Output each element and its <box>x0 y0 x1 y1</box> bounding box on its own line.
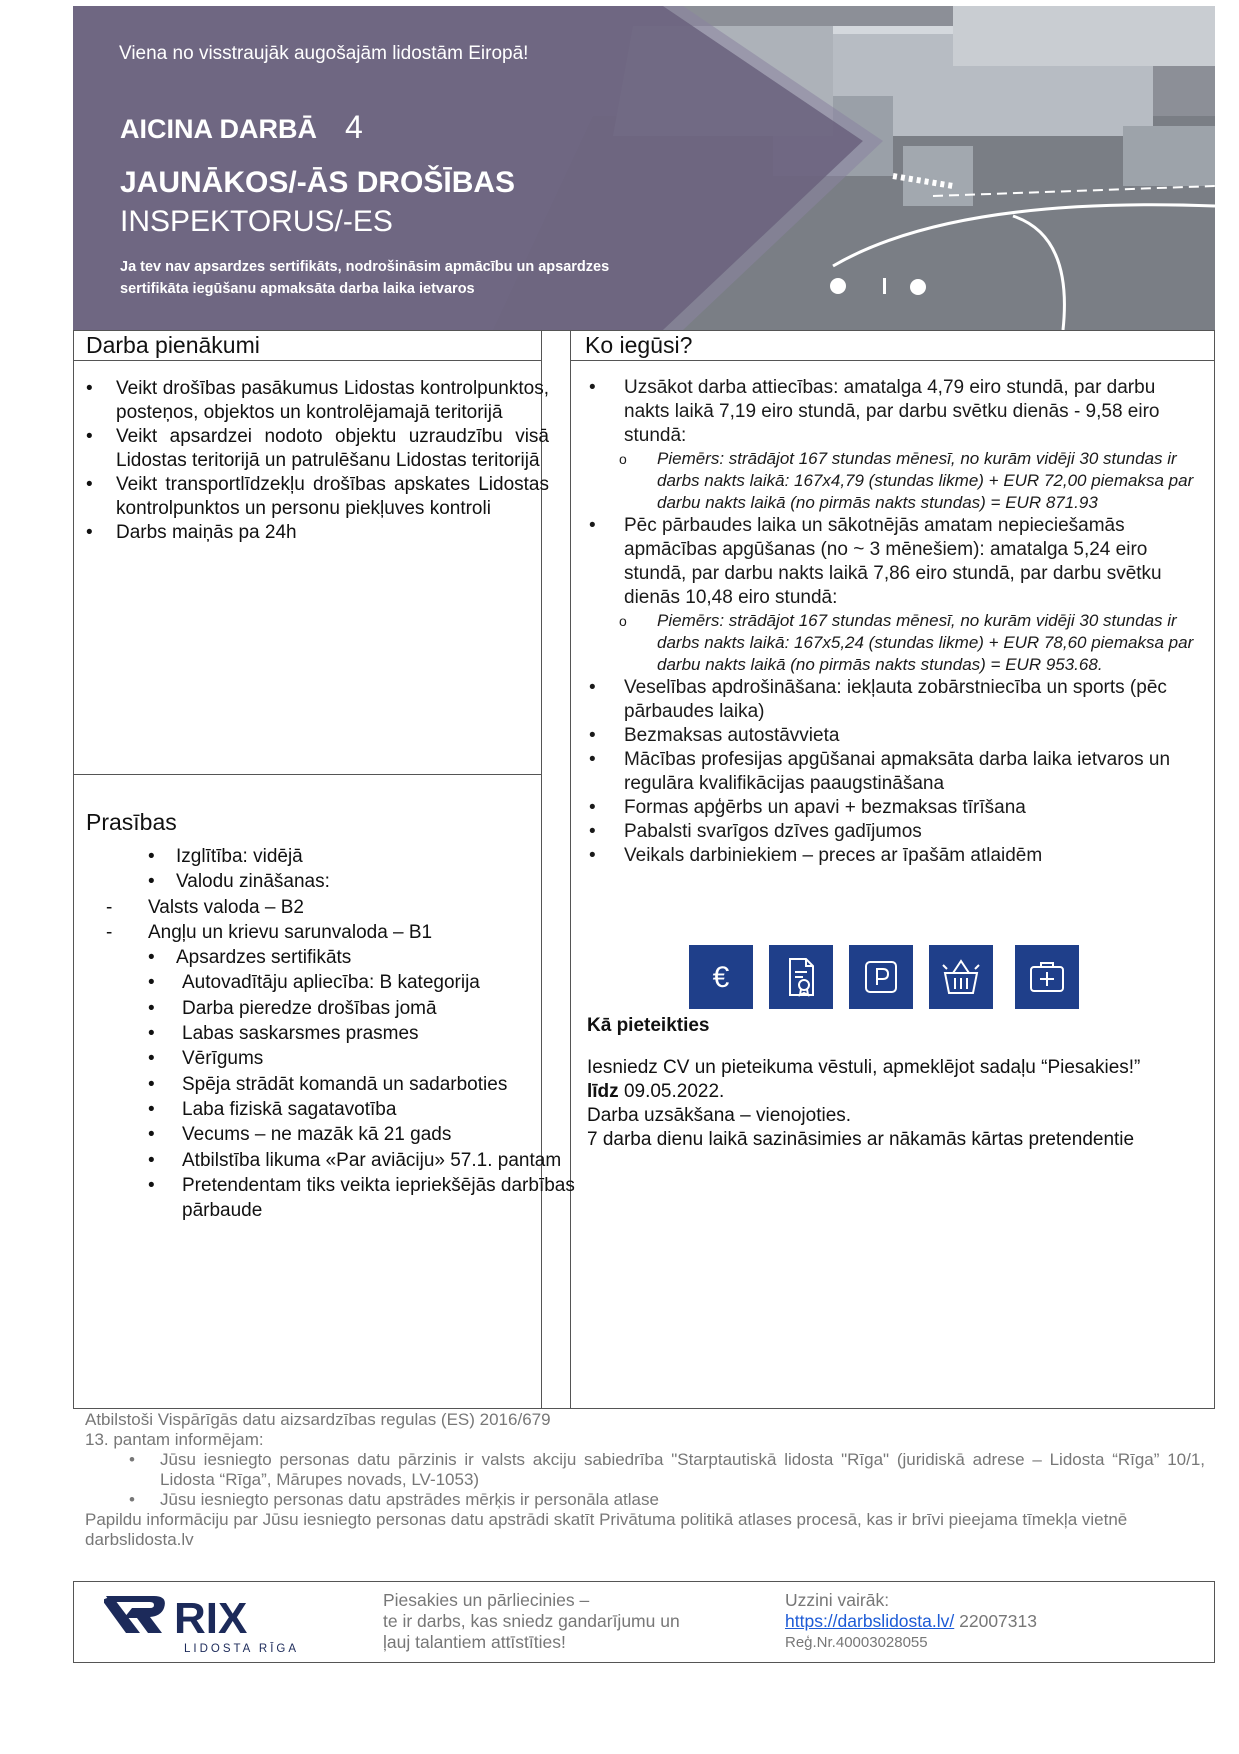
list-item: - Angļu un krievu sarunvaloda – B1 <box>106 920 588 945</box>
how-to-apply <box>587 1014 1147 1152</box>
parking-icon <box>849 945 913 1009</box>
hero-subtitle: Ja tev nav apsardzes sertifikāts, nodrošināsim apmācību un apsardzes sertifikāta iegūšanu apmaksāta darba laika ietvaros <box>120 259 610 297</box>
list-item: • Spēja strādāt komandā un sadarboties <box>148 1072 588 1097</box>
list-item: • Pabalsti svarīgos dzīves gadījumos <box>587 820 1197 844</box>
svg-text:LIDOSTA RĪGA: LIDOSTA RĪGA <box>184 1643 300 1655</box>
benefits-heading: Ko iegūsi? <box>585 332 693 358</box>
footer-slogan: Piesakies un pārliecinies – te ir darbs, kas sniedz gandarījumu un ļauj talantiem attīstīties! <box>383 1590 680 1652</box>
more-info-label: Uzzini vairāk: <box>785 1590 890 1610</box>
duties-list <box>64 377 549 545</box>
list-item: • Jūsu iesniegto personas datu pārzinis ir valsts akciju sabiedrība "Starptautiskā lidosta "Rīga" (juridiskā adrese – Lidosta “Rīga” 10/1, Lidosta “Rīga”, Mārupes novads, LV-1053) <box>85 1450 1205 1490</box>
requirements-list <box>148 844 588 1223</box>
list-item: - Valsts valoda – B2 <box>106 895 588 920</box>
list-item: • Pēc pārbaudes laika un sākotnējās amatam nepieciešamās apmācības apgūšanas (no ~ 3 mēnešiem): amatalga 5,24 eiro stundā, par darbu nakts laikā 7,86 eiro stundā, par darbu svētku dienās 10,48 eiro stundā: <box>587 514 1197 610</box>
list-item: • Vērīgums <box>148 1046 588 1071</box>
list-item: • Apsardzes sertifikāts <box>148 945 588 970</box>
list-item: • Darba pieredze drošības jomā <box>148 996 588 1021</box>
registration-number: Reģ.Nr.40003028055 <box>785 1634 928 1651</box>
svg-text:€: € <box>712 961 730 994</box>
gdpr-intro: 13. pantam informējam: <box>85 1430 264 1449</box>
deadline-date: 09.05.2022. <box>623 1081 725 1102</box>
phone-number: 22007313 <box>959 1611 1037 1631</box>
hero-banner <box>73 6 1215 330</box>
list-item: • Bezmaksas autostāvvieta <box>587 724 1197 748</box>
list-item: • Darbs maiņās pa 24h <box>64 521 549 545</box>
website-link[interactable]: https://darbslidosta.lv/ <box>785 1611 955 1631</box>
hero-tagline: Viena no visstraujāk augošajām lidostām Eiropā! <box>119 43 529 64</box>
medical-kit-icon <box>1015 945 1079 1009</box>
hero-title-line1: JAUNĀKOS/-ĀS DROŠĪBAS <box>120 166 516 199</box>
hero-call: AICINA DARBĀ 4 <box>120 109 363 145</box>
duties-heading: Darba pienākumi <box>86 332 260 358</box>
footer <box>73 1581 1215 1663</box>
list-item: • Labas saskarsmes prasmes <box>148 1021 588 1046</box>
shopping-basket-icon <box>929 945 993 1009</box>
rix-logo <box>104 1586 309 1656</box>
benefits-list <box>587 376 1197 868</box>
section-divider <box>74 774 541 775</box>
gdpr-intro: Atbilstoši Vispārīgās datu aizsardzības regulas (ES) 2016/679 <box>85 1410 551 1429</box>
list-item: • Autovadītāju apliecība: B kategorija <box>148 970 588 995</box>
apply-heading: Kā pieteikties <box>587 1015 710 1036</box>
euro-icon <box>689 945 753 1009</box>
list-item: • Pretendentam tiks veikta iepriekšējās darbības pārbaude <box>148 1173 588 1224</box>
list-item: • Izglītība: vidējā <box>148 844 588 869</box>
gdpr-outro: Papildu informāciju par Jūsu iesniegto personas datu apstrādi skatīt Privātuma politikā atlases procesā, kas ir brīvi pieejama tīmekļa vietnē darbslidosta.lv <box>85 1510 1128 1549</box>
list-item: • Laba fiziskā sagatavotība <box>148 1097 588 1122</box>
content-table <box>73 330 1215 1409</box>
list-item: • Atbilstība likuma «Par aviāciju» 57.1. pantam <box>148 1148 588 1173</box>
list-item: • Mācības profesijas apgūšanai apmaksāta darba laika ietvaros un regulāra kvalifikācijas paaugstināšana <box>587 748 1197 796</box>
list-subitem: o Piemērs: strādājot 167 stundas mēnesī, no kurām vidēji 30 stundas ir darbs nakts laikā: 167x5,24 (stundas likme) + EUR 78,60 piemaksa par darbu nakts laikā (no pirmās nakts stundas) = EUR 953.68. <box>587 610 1197 676</box>
list-item: • Formas apģērbs un apavi + bezmaksas tīrīšana <box>587 796 1197 820</box>
list-item: • Vecums – ne mazāk kā 21 gads <box>148 1122 588 1147</box>
list-item: • Veselības apdrošināšana: iekļauta zobārstniecība un sports (pēc pārbaudes laika) <box>587 676 1197 724</box>
list-item: • Jūsu iesniegto personas datu apstrādes mērķis ir personāla atlase <box>85 1490 1205 1510</box>
vacancy-count: 4 <box>345 109 363 145</box>
list-item: • Veikt apsardzei nodoto objektu uzraudzību visā Lidostas teritorijā un patrulēšanu Lidostas teritorijā <box>64 425 549 473</box>
start-date: Darba uzsākšana – vienojoties. <box>587 1105 852 1126</box>
svg-text:RIX: RIX <box>174 1594 248 1643</box>
certificate-icon <box>769 945 833 1009</box>
gdpr-list <box>85 1450 1205 1510</box>
duties-header-line <box>74 360 541 361</box>
contact-notice: 7 darba dienu laikā sazināsimies ar nākamās kārtas pretendentie <box>587 1129 1135 1150</box>
requirements-heading: Prasības <box>86 809 177 835</box>
list-item: • Veikt drošības pasākumus Lidostas kontrolpunktos, posteņos, objektos un kontrolējamajā teritorijā <box>64 377 549 425</box>
list-item: • Valodu zināšanas: <box>148 869 588 894</box>
gdpr-notice <box>85 1410 1205 1550</box>
list-item: • Veikals darbiniekiem – preces ar īpašām atlaidēm <box>587 844 1197 868</box>
list-subitem: o Piemērs: strādājot 167 stundas mēnesī, no kurām vidēji 30 stundas ir darbs nakts laikā: 167x4,79 (stundas likme) + EUR 72,00 piemaksa par darbu nakts laikā (no pirmās nakts stundas) = EUR 871.93 <box>587 448 1197 514</box>
apply-instructions: Iesniedz CV un pieteikuma vēstuli, apmeklējot sadaļu “Piesakies!” līdz 09.05.2022. <box>587 1057 1141 1102</box>
list-item: • Uzsākot darba attiecības: amatalga 4,79 eiro stundā, par darbu nakts laikā 7,19 eiro stundā, par darbu svētku dienās - 9,58 eiro stundā: <box>587 376 1197 448</box>
footer-contact <box>785 1590 1037 1653</box>
hero-title-line2: INSPEKTORUS/-ES <box>120 205 393 238</box>
deadline-label: līdz <box>587 1081 619 1102</box>
list-item: • Veikt transportlīdzekļu drošības apskates Lidostas kontrolpunktos un personu piekļuves kontroli <box>64 473 549 521</box>
benefits-header-line <box>570 360 1214 361</box>
